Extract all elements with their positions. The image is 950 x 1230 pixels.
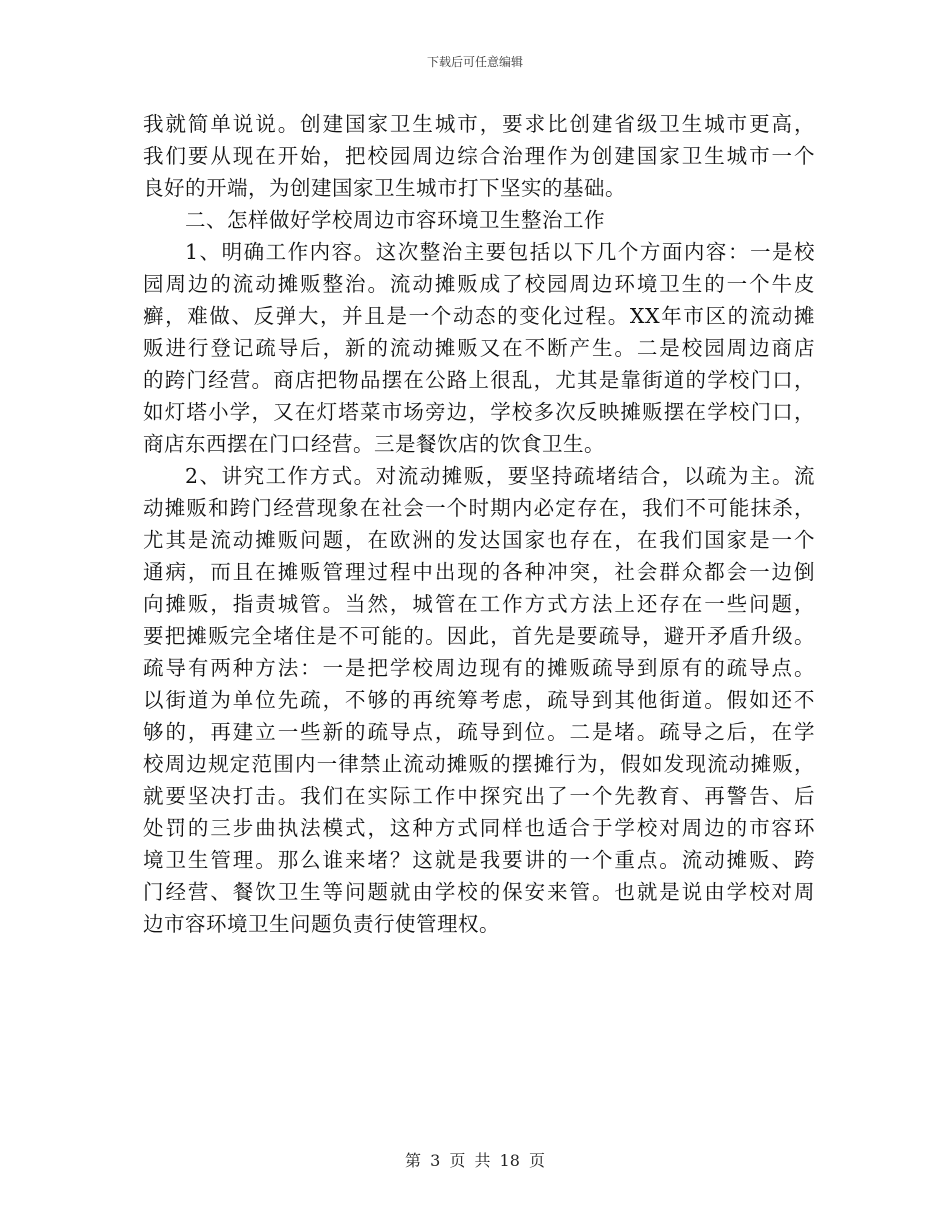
paragraph-start: 2、讲究工作方式。对流动摊贩，要坚持疏堵结合，以疏为主。流 — [185, 464, 815, 488]
text-line: 良好的开端，为创建国家卫生城市打下坚实的基础。 — [143, 176, 626, 200]
text-line: 就要坚决打击。我们在实际工作中探究出了一个先教育、再警告、后 — [143, 784, 815, 808]
text-line: 我们要从现在开始，把校园周边综合治理作为创建国家卫生城市一个 — [143, 144, 815, 168]
text-line: 的跨门经营。商店把物品摆在公路上很乱，尤其是靠街道的学校门口， — [143, 368, 815, 392]
text-line: 要把摊贩完全堵住是不可能的。因此，首先是要疏导，避开矛盾升级。 — [143, 624, 815, 648]
text-line: 疏导有两种方法：一是把学校周边现有的摊贩疏导到原有的疏导点。 — [143, 656, 815, 680]
text-line: 商店东西摆在门口经营。三是餐饮店的饮食卫生。 — [143, 432, 605, 456]
text-line: 以街道为单位先疏，不够的再统筹考虑，疏导到其他街道。假如还不 — [143, 688, 815, 712]
text-line: 尤其是流动摊贩问题，在欧洲的发达国家也存在，在我们国家是一个 — [143, 528, 815, 552]
text-line: 通病，而且在摊贩管理过程中出现的各种冲突，社会群众都会一边倒 — [143, 560, 815, 584]
text-line: 边市容环境卫生问题负责行使管理权。 — [143, 912, 500, 936]
text-line: 处罚的三步曲执法模式，这种方式同样也适合于学校对周边的市容环 — [143, 816, 815, 840]
text-line: 我就简单说说。创建国家卫生城市，要求比创建省级卫生城市更高， — [143, 112, 815, 136]
text-line: 如灯塔小学，又在灯塔菜市场旁边，学校多次反映摊贩摆在学校门口， — [143, 400, 815, 424]
text-line: 校周边规定范围内一律禁止流动摊贩的摆摊行为，假如发现流动摊贩， — [143, 752, 815, 776]
text-line: 够的，再建立一些新的疏导点，疏导到位。二是堵。疏导之后，在学 — [143, 720, 815, 744]
paragraph-start: 1、明确工作内容。这次整治主要包括以下几个方面内容：一是校 — [185, 240, 815, 264]
document-body — [143, 108, 815, 940]
text-line: 动摊贩和跨门经营现象在社会一个时期内必定存在，我们不可能抹杀， — [143, 496, 815, 520]
page-number: 第 3 页 共 18 页 — [405, 1151, 545, 1170]
text-line: 境卫生管理。那么谁来堵？这就是我要讲的一个重点。流动摊贩、跨 — [143, 848, 815, 872]
text-line: 门经营、餐饮卫生等问题就由学校的保安来管。也就是说由学校对周 — [143, 880, 815, 904]
text-line: 向摊贩，指责城管。当然，城管在工作方式方法上还存在一些问题， — [143, 592, 815, 616]
text-line: 贩进行登记疏导后，新的流动摊贩又在不断产生。二是校园周边商店 — [143, 336, 815, 360]
text-line: 癣，难做、反弹大，并且是一个动态的变化过程。XX年市区的流动摊 — [143, 304, 815, 328]
page-header: 下载后可任意编辑 — [426, 55, 523, 69]
text-line: 园周边的流动摊贩整治。流动摊贩成了校园周边环境卫生的一个牛皮 — [143, 272, 815, 296]
section-heading: 二、怎样做好学校周边市容环境卫生整治工作 — [185, 208, 605, 232]
